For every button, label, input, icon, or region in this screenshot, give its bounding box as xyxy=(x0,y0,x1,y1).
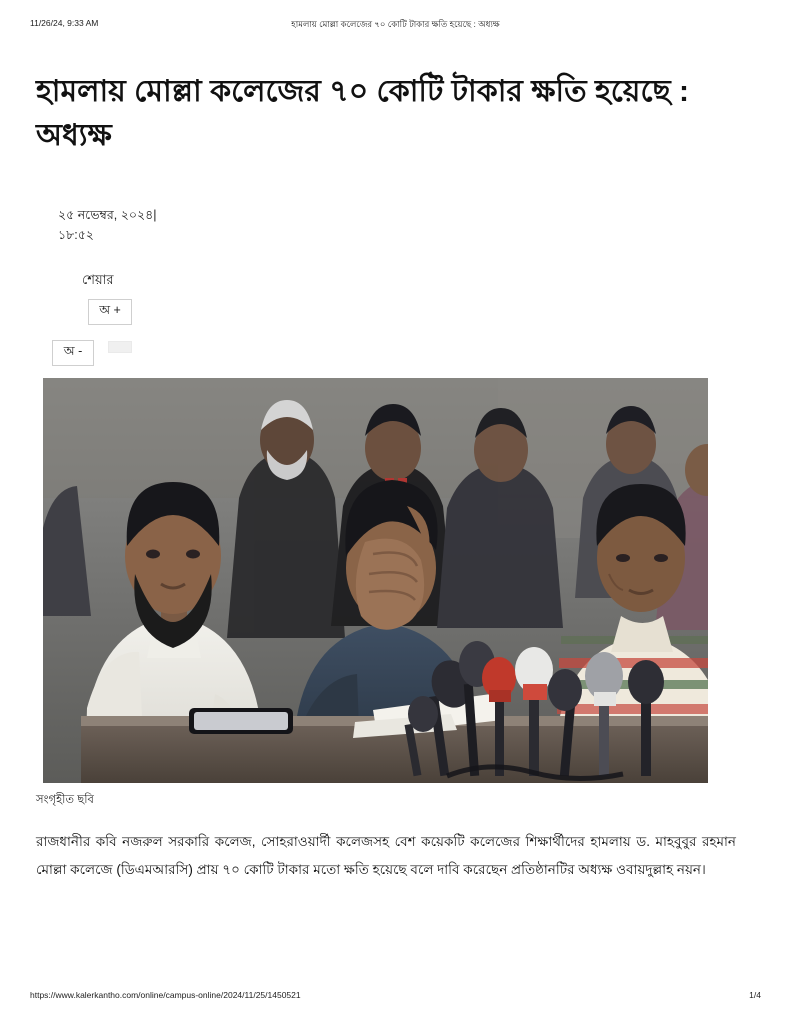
image-caption: সংগৃহীত ছবি xyxy=(36,794,94,806)
page-number: 1/4 xyxy=(749,990,761,1000)
article-photo xyxy=(43,378,708,783)
print-header-date: 11/26/24, 9:33 AM xyxy=(30,18,99,28)
print-footer xyxy=(0,990,791,1002)
font-decrease-button[interactable]: অ - xyxy=(52,340,94,366)
article-body: রাজধানীর কবি নজরুল সরকারি কলেজ, সোহরাওয়ার্দী কলেজসহ বেশ কয়েকটি কলেজের শিক্ষার্থীদের হামলায় ড. মাহবুবুর রহমান মোল্লা কলেজে (ডিএমআরসি) প্রায় ৭০ কোটি টাকার মতো ক্ষতি হয়েছে বলে দাবি করেছেন প্রতিষ্ঠানটির অধ্যক্ষ ওবায়দুল্লাহ নয়ন। xyxy=(36,834,736,878)
page-title: হামলায় মোল্লা কলেজের ৭০ কোটি টাকার ক্ষতি হয়েছে : অধ্যক্ষ xyxy=(36,75,690,152)
share-placeholder-box xyxy=(108,341,132,353)
publish-date: ২৫ নভেম্বর, ২০২৪|১৮:৫২ xyxy=(58,208,157,242)
font-increase-button[interactable]: অ + xyxy=(88,299,132,325)
share-label: শেয়ার xyxy=(82,272,114,287)
print-header-title: হামলায় মোল্লা কলেজের ৭০ কোটি টাকার ক্ষতি হয়েছে : অধ্যক্ষ xyxy=(291,19,500,29)
source-url: https://www.kalerkantho.com/online/campus-online/2024/11/25/1450521 xyxy=(30,990,301,1000)
print-header xyxy=(0,18,791,32)
